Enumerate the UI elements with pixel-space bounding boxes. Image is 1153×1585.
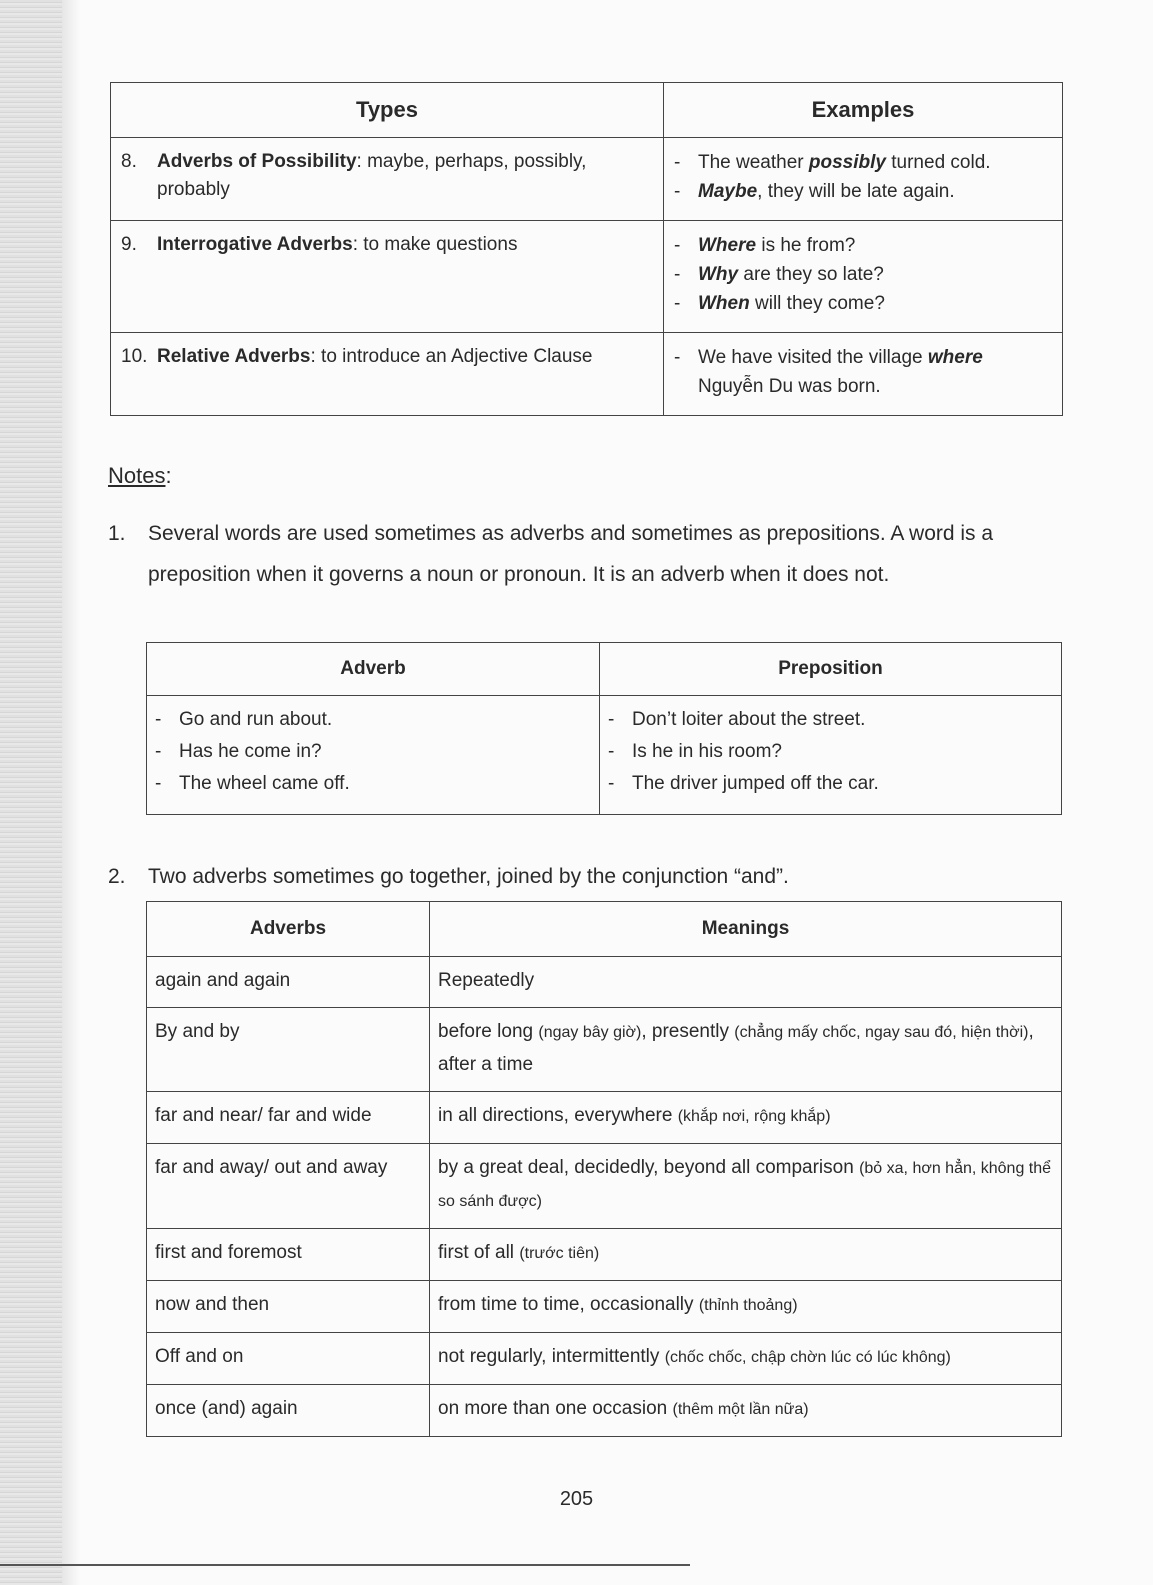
scan-edge-fade [62,0,80,1585]
meaning-cell [430,1144,1062,1229]
vietnamese-gloss: (thỉnh thoảng) [698,1297,798,1314]
example-item [674,289,1052,318]
example-text: The wheel came off. [179,773,350,794]
page-number: 205 [559,1488,594,1510]
meaning-text: in all directions, everywhere [438,1105,678,1126]
example-item [608,704,1053,736]
vietnamese-gloss: (bỏ xa, hơn hẳn, không thể so sánh được) [438,1160,1052,1210]
meanings-table-body [147,957,1062,1437]
examples-cell [664,138,1063,221]
example-adverb: When [698,293,750,314]
example-text [698,231,855,260]
meaning-text: by a great deal, decidedly, beyond all comparison [438,1157,860,1178]
preposition-example-list [608,704,1053,800]
example-adverb: where [927,347,983,368]
example-adverb: Maybe [698,181,758,202]
adverb-pair-cell: Off and on [147,1333,430,1385]
example-item [674,343,1052,401]
meaning-cell [430,1385,1062,1437]
note-text: Several words are used sometimes as adverbs and sometimes as prepositions. A word is a preposition when it governs a noun or pronoun. It is an adverb when it does not. [148,522,994,586]
adverb-types-table [110,82,1063,416]
adverb-pair-cell: now and then [147,1281,430,1333]
example-item [155,704,591,736]
note-number: 2. [108,865,126,888]
example-item [155,736,591,768]
table-row [111,333,1063,416]
example-text-before: We have visited the village [698,347,928,368]
table-row [147,1144,1062,1229]
dash-bullet: - [155,709,162,730]
example-text-after: are they so late? [738,264,884,285]
meaning-text: before long [438,1021,539,1042]
type-description: : to make questions [352,234,518,255]
type-item [121,231,653,259]
note-text: Two adverbs sometimes go together, joined by the conjunction “and”. [148,865,789,888]
table-header-row [147,902,1062,957]
example-list [674,343,1052,401]
note-item [108,513,1058,595]
meaning-cell [430,957,1062,1008]
type-number: 9. [121,234,137,255]
table-row [147,1008,1062,1092]
example-text-after: turned cold. [885,152,991,173]
note-number: 1. [108,522,126,545]
type-cell [111,221,664,333]
meaning-cell [430,1281,1062,1333]
example-text [698,177,955,206]
vietnamese-gloss: (chốc chốc, chập chờn lúc có lúc không) [664,1349,951,1366]
table-row [147,957,1062,1008]
example-list [674,148,1052,206]
example-text [698,343,1052,401]
table-header-row [111,83,1063,138]
meaning-text: , presently [641,1021,735,1042]
dash-bullet: - [608,741,615,762]
dash-bullet: - [674,235,681,256]
example-item [155,768,591,800]
types-table-body [111,138,1063,416]
vietnamese-gloss: (chẳng mấy chốc, ngay sau đó, hiện thời) [734,1024,1029,1041]
example-adverb: Why [698,264,739,285]
table-header-row [147,643,1062,696]
table-row [147,1385,1062,1437]
meaning-cell [430,1092,1062,1144]
vietnamese-gloss: (khắp nơi, rộng khắp) [677,1108,831,1125]
type-term: Interrogative Adverbs [157,234,353,255]
adverb-pair-cell: again and again [147,957,430,1008]
preposition-examples-cell [600,696,1062,815]
scan-edge-shadow [0,0,62,1585]
type-term: Relative Adverbs [157,346,311,367]
meaning-text: Repeatedly [438,970,535,991]
meaning-text: first of all [438,1242,520,1263]
adverb-examples-cell [147,696,600,815]
example-text-before: The weather [698,152,809,173]
table-row [111,138,1063,221]
example-text-after: Nguyễn Du was born. [698,376,881,397]
table-row [147,696,1062,815]
type-term: Adverbs of Possibility [157,151,357,172]
vietnamese-gloss: (thêm một lần nữa) [672,1401,809,1418]
header-meanings: Meanings [430,902,1062,957]
dash-bullet: - [674,181,681,202]
example-item [608,736,1053,768]
header-examples: Examples [664,83,1063,138]
example-adverb: Where [698,235,757,256]
dash-bullet: - [155,773,162,794]
table-row [147,1281,1062,1333]
meaning-text: , after a time [438,1021,1034,1075]
adverb-pairs-meanings-table [146,901,1062,1437]
table-row [147,1092,1062,1144]
dash-bullet: - [155,741,162,762]
table-row [111,221,1063,333]
example-item [674,177,1052,206]
type-text [157,343,653,371]
notes-heading-colon: : [165,463,172,488]
type-number: 10. [121,346,148,367]
adverb-example-list [155,704,591,800]
meaning-text: not regularly, intermittently [438,1346,665,1367]
notes-heading [108,463,172,489]
header-types: Types [111,83,664,138]
vietnamese-gloss: (ngay bây giờ) [538,1024,642,1041]
page-bottom-rule [0,1564,690,1566]
dash-bullet: - [674,347,681,368]
adverb-pair-cell: first and foremost [147,1229,430,1281]
example-text: Is he in his room? [632,741,782,762]
type-item [121,148,653,204]
example-item [674,231,1052,260]
example-text-after: , they will be late again. [757,181,955,202]
adverb-pair-cell: far and away/ out and away [147,1144,430,1229]
adverb-pair-cell: By and by [147,1008,430,1092]
meaning-cell [430,1008,1062,1092]
example-text [698,148,991,177]
table-row [147,1333,1062,1385]
dash-bullet: - [674,293,681,314]
meaning-cell [430,1229,1062,1281]
examples-cell [664,221,1063,333]
examples-cell [664,333,1063,416]
dash-bullet: - [674,264,681,285]
adverb-pair-cell: far and near/ far and wide [147,1092,430,1144]
type-description: : maybe, perhaps, possibly, probably [157,151,587,200]
meaning-text: on more than one occasion [438,1398,673,1419]
type-text [157,231,653,259]
example-text-after: is he from? [756,235,856,256]
example-list [674,231,1052,318]
example-text [698,289,885,318]
example-text [698,260,884,289]
type-cell [111,333,664,416]
example-text: Don’t loiter about the street. [632,709,866,730]
header-adverbs: Adverbs [147,902,430,957]
meaning-cell [430,1333,1062,1385]
adverb-pair-cell: once (and) again [147,1385,430,1437]
type-item [121,343,653,371]
dash-bullet: - [608,709,615,730]
type-cell [111,138,664,221]
table-row [147,1229,1062,1281]
example-text: The driver jumped off the car. [632,773,879,794]
example-text: Has he come in? [179,741,322,762]
adverb-preposition-table [146,642,1062,815]
example-text-after: will they come? [749,293,885,314]
example-text: Go and run about. [179,709,333,730]
example-item [674,148,1052,177]
notes-heading-text: Notes [108,463,166,488]
dash-bullet: - [608,773,615,794]
dash-bullet: - [674,152,681,173]
note-item [108,856,1058,897]
vietnamese-gloss: (trước tiên) [519,1245,600,1262]
header-preposition: Preposition [600,643,1062,696]
meaning-text: from time to time, occasionally [438,1294,699,1315]
header-adverb: Adverb [147,643,600,696]
example-item [608,768,1053,800]
example-adverb: possibly [808,152,886,173]
type-number: 8. [121,151,137,172]
type-description: : to introduce an Adjective Clause [310,346,593,367]
example-item [674,260,1052,289]
type-text [157,148,653,204]
